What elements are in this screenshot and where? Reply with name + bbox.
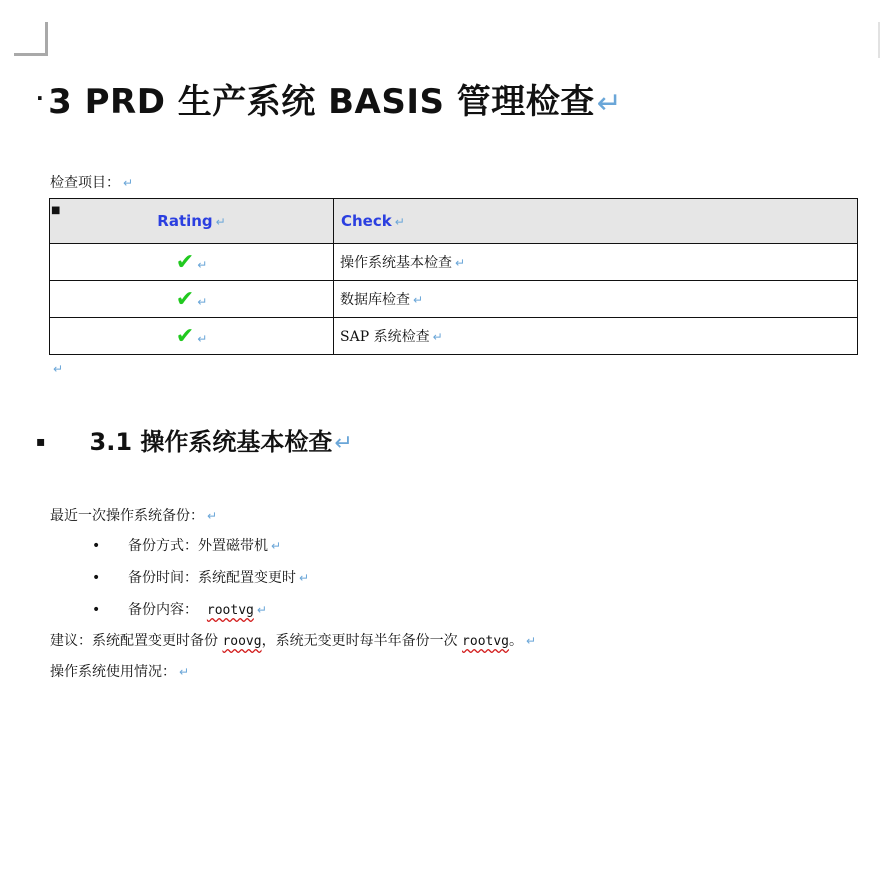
cell-mark-icon: ↵ bbox=[413, 293, 424, 307]
table-row bbox=[50, 318, 858, 355]
heading-3-text: 3 PRD 生产系统 BASIS 管理检查 bbox=[48, 82, 595, 122]
cell-mark-icon: ↵ bbox=[197, 257, 208, 272]
paragraph-mark-icon: ↵ bbox=[271, 539, 282, 553]
list-item bbox=[92, 535, 281, 555]
heading-3 bbox=[36, 74, 622, 123]
check-header-label: Check bbox=[341, 212, 392, 230]
cell-mark-icon: ↵ bbox=[197, 331, 208, 346]
bullet-glyph: • bbox=[92, 570, 101, 586]
spellcheck-word: rootvg bbox=[206, 603, 254, 618]
cell-mark-icon: ↵ bbox=[432, 330, 443, 344]
backup-advice bbox=[50, 630, 536, 650]
list-item-text: 备份方式：外置磁带机 bbox=[128, 538, 268, 554]
cell-mark-icon: ↵ bbox=[197, 294, 208, 309]
cell-mark-icon: ↵ bbox=[455, 256, 466, 270]
advice-suffix: 。 bbox=[509, 633, 524, 649]
paragraph-mark-icon: ↵ bbox=[179, 665, 190, 679]
check-item-label: SAP 系统检查 bbox=[340, 329, 430, 345]
heading-bullet: ▪ bbox=[36, 434, 46, 450]
heading-3-1 bbox=[36, 422, 353, 457]
advice-middle: ，系统无变更时每半年备份一次 bbox=[261, 633, 463, 649]
row-marker-icon: ■ bbox=[51, 205, 61, 216]
paragraph-mark-icon: ↵ bbox=[53, 362, 64, 376]
empty-paragraph bbox=[50, 358, 63, 377]
checkmark-icon: ✔ bbox=[175, 249, 195, 275]
rating-header-label: Rating bbox=[157, 212, 213, 230]
paragraph-mark-icon: ↵ bbox=[526, 634, 537, 648]
heading-bullet: · bbox=[36, 86, 45, 110]
table-row bbox=[50, 281, 858, 318]
spellcheck-word: roovg bbox=[222, 634, 262, 649]
checkmark-icon: ✔ bbox=[175, 323, 195, 349]
paragraph-mark-icon: ↵ bbox=[299, 571, 310, 585]
paragraph-mark-icon: ↵ bbox=[207, 509, 218, 523]
paragraph-mark-icon: ↵ bbox=[123, 176, 134, 190]
spellcheck-word: rootvg bbox=[462, 634, 510, 649]
check-items-caption bbox=[50, 172, 133, 192]
check-cell bbox=[334, 318, 858, 355]
paragraph-mark-icon: ↵ bbox=[596, 86, 623, 121]
paragraph-mark-icon: ↵ bbox=[256, 603, 267, 617]
check-cell bbox=[334, 244, 858, 281]
os-usage-text: 操作系统使用情况： bbox=[50, 664, 176, 680]
page-corner-mark bbox=[14, 22, 48, 56]
check-cell bbox=[334, 281, 858, 318]
check-header bbox=[334, 199, 858, 244]
caption-text: 检查项目： bbox=[50, 175, 120, 191]
check-item-label: 数据库检查 bbox=[340, 292, 410, 308]
table-row bbox=[50, 244, 858, 281]
rating-cell bbox=[50, 318, 334, 355]
advice-prefix: 建议：系统配置变更时备份 bbox=[50, 633, 223, 649]
backup-intro-text: 最近一次操作系统备份： bbox=[50, 508, 204, 524]
check-item-label: 操作系统基本检查 bbox=[340, 255, 452, 271]
checkmark-icon: ✔ bbox=[175, 286, 195, 312]
bullet-glyph: • bbox=[92, 602, 101, 618]
rating-cell bbox=[50, 244, 334, 281]
os-usage-label bbox=[50, 661, 189, 681]
check-table bbox=[49, 198, 858, 355]
list-item-text: 备份时间：系统配置变更时 bbox=[128, 570, 296, 586]
rating-header bbox=[50, 199, 334, 244]
list-item bbox=[92, 599, 267, 619]
rating-cell bbox=[50, 281, 334, 318]
paragraph-mark-icon: ↵ bbox=[334, 431, 353, 456]
backup-intro bbox=[50, 505, 217, 525]
list-item bbox=[92, 567, 309, 587]
heading-3-1-text: 3.1 操作系统基本检查 bbox=[89, 428, 333, 456]
bullet-glyph: • bbox=[92, 538, 101, 554]
list-item-text: 备份内容： bbox=[128, 602, 207, 618]
cell-mark-icon: ↵ bbox=[394, 215, 405, 229]
cell-mark-icon: ↵ bbox=[215, 215, 226, 229]
table-header-row bbox=[50, 199, 858, 244]
